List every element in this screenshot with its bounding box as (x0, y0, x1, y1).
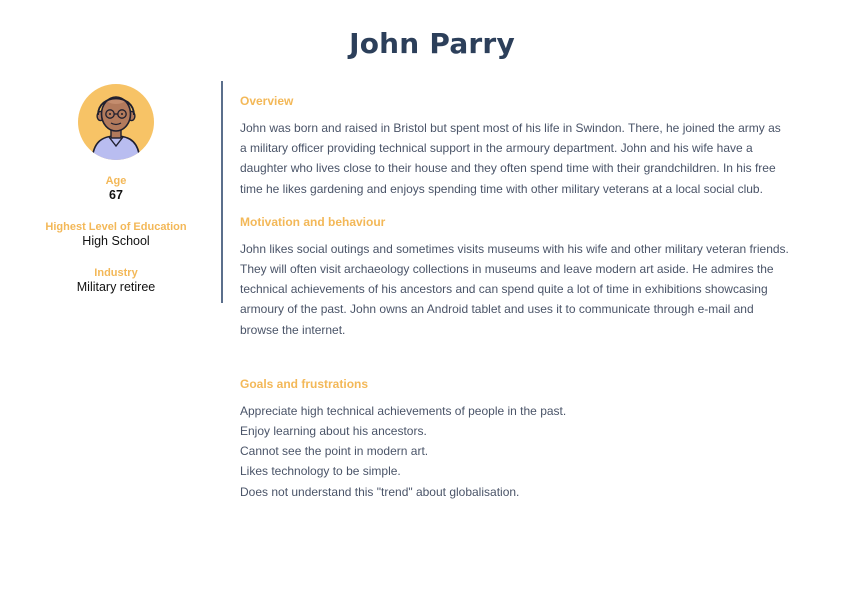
list-item: Likes technology to be simple. (240, 464, 401, 479)
list-item: Does not understand this "trend" about globalisation. (240, 484, 520, 499)
persona-name-title: John Parry (349, 27, 515, 60)
industry-field (30, 266, 202, 295)
goals-section (240, 376, 790, 502)
persona-content (240, 93, 790, 502)
vertical-divider (221, 81, 223, 303)
education-field (30, 220, 202, 249)
overview-section (240, 93, 790, 199)
list-item: Appreciate high technical achievements of people in the past. (240, 403, 567, 418)
education-label: Highest Level of Education (45, 221, 187, 233)
motivation-text: John likes social outings and sometimes visits museums with his wife and other military veteran friends. They will often visit archaeology collections in museums and leave modern art aside. He admires the technical achievements of his ancestors and can spend quite a lot of time in exhibitions showcasing armoury of the past. John owns an Android tablet and uses it to communicate through e-mail and browse the internet. (240, 241, 789, 337)
overview-text: John was born and raised in Bristol but spent most of his life in Swindon. There, he joined the army as a military officer providing technical support in the armoury department. John and his wife have a daughter who lives close to their house and they often spend time with their grandchildren. In his free time he likes gardening and enjoys spending time with other military veterans at a local social club. (240, 121, 781, 196)
age-field (30, 174, 202, 203)
persona-sidebar (30, 84, 202, 295)
motivation-heading: Motivation and behaviour (240, 214, 386, 229)
industry-label: Industry (94, 267, 138, 279)
overview-heading: Overview (240, 94, 294, 108)
age-label: Age (105, 175, 127, 187)
list-item: Cannot see the point in modern art. (240, 444, 429, 459)
education-value: High School (82, 234, 150, 248)
goals-heading: Goals and frustrations (240, 376, 369, 391)
age-value: 67 (109, 188, 123, 202)
elderly-man-avatar-icon (78, 84, 154, 160)
motivation-section (240, 214, 790, 340)
goals-list (240, 401, 790, 502)
list-item: Enjoy learning about his ancestors. (240, 424, 427, 439)
industry-value: Military retiree (76, 280, 156, 294)
